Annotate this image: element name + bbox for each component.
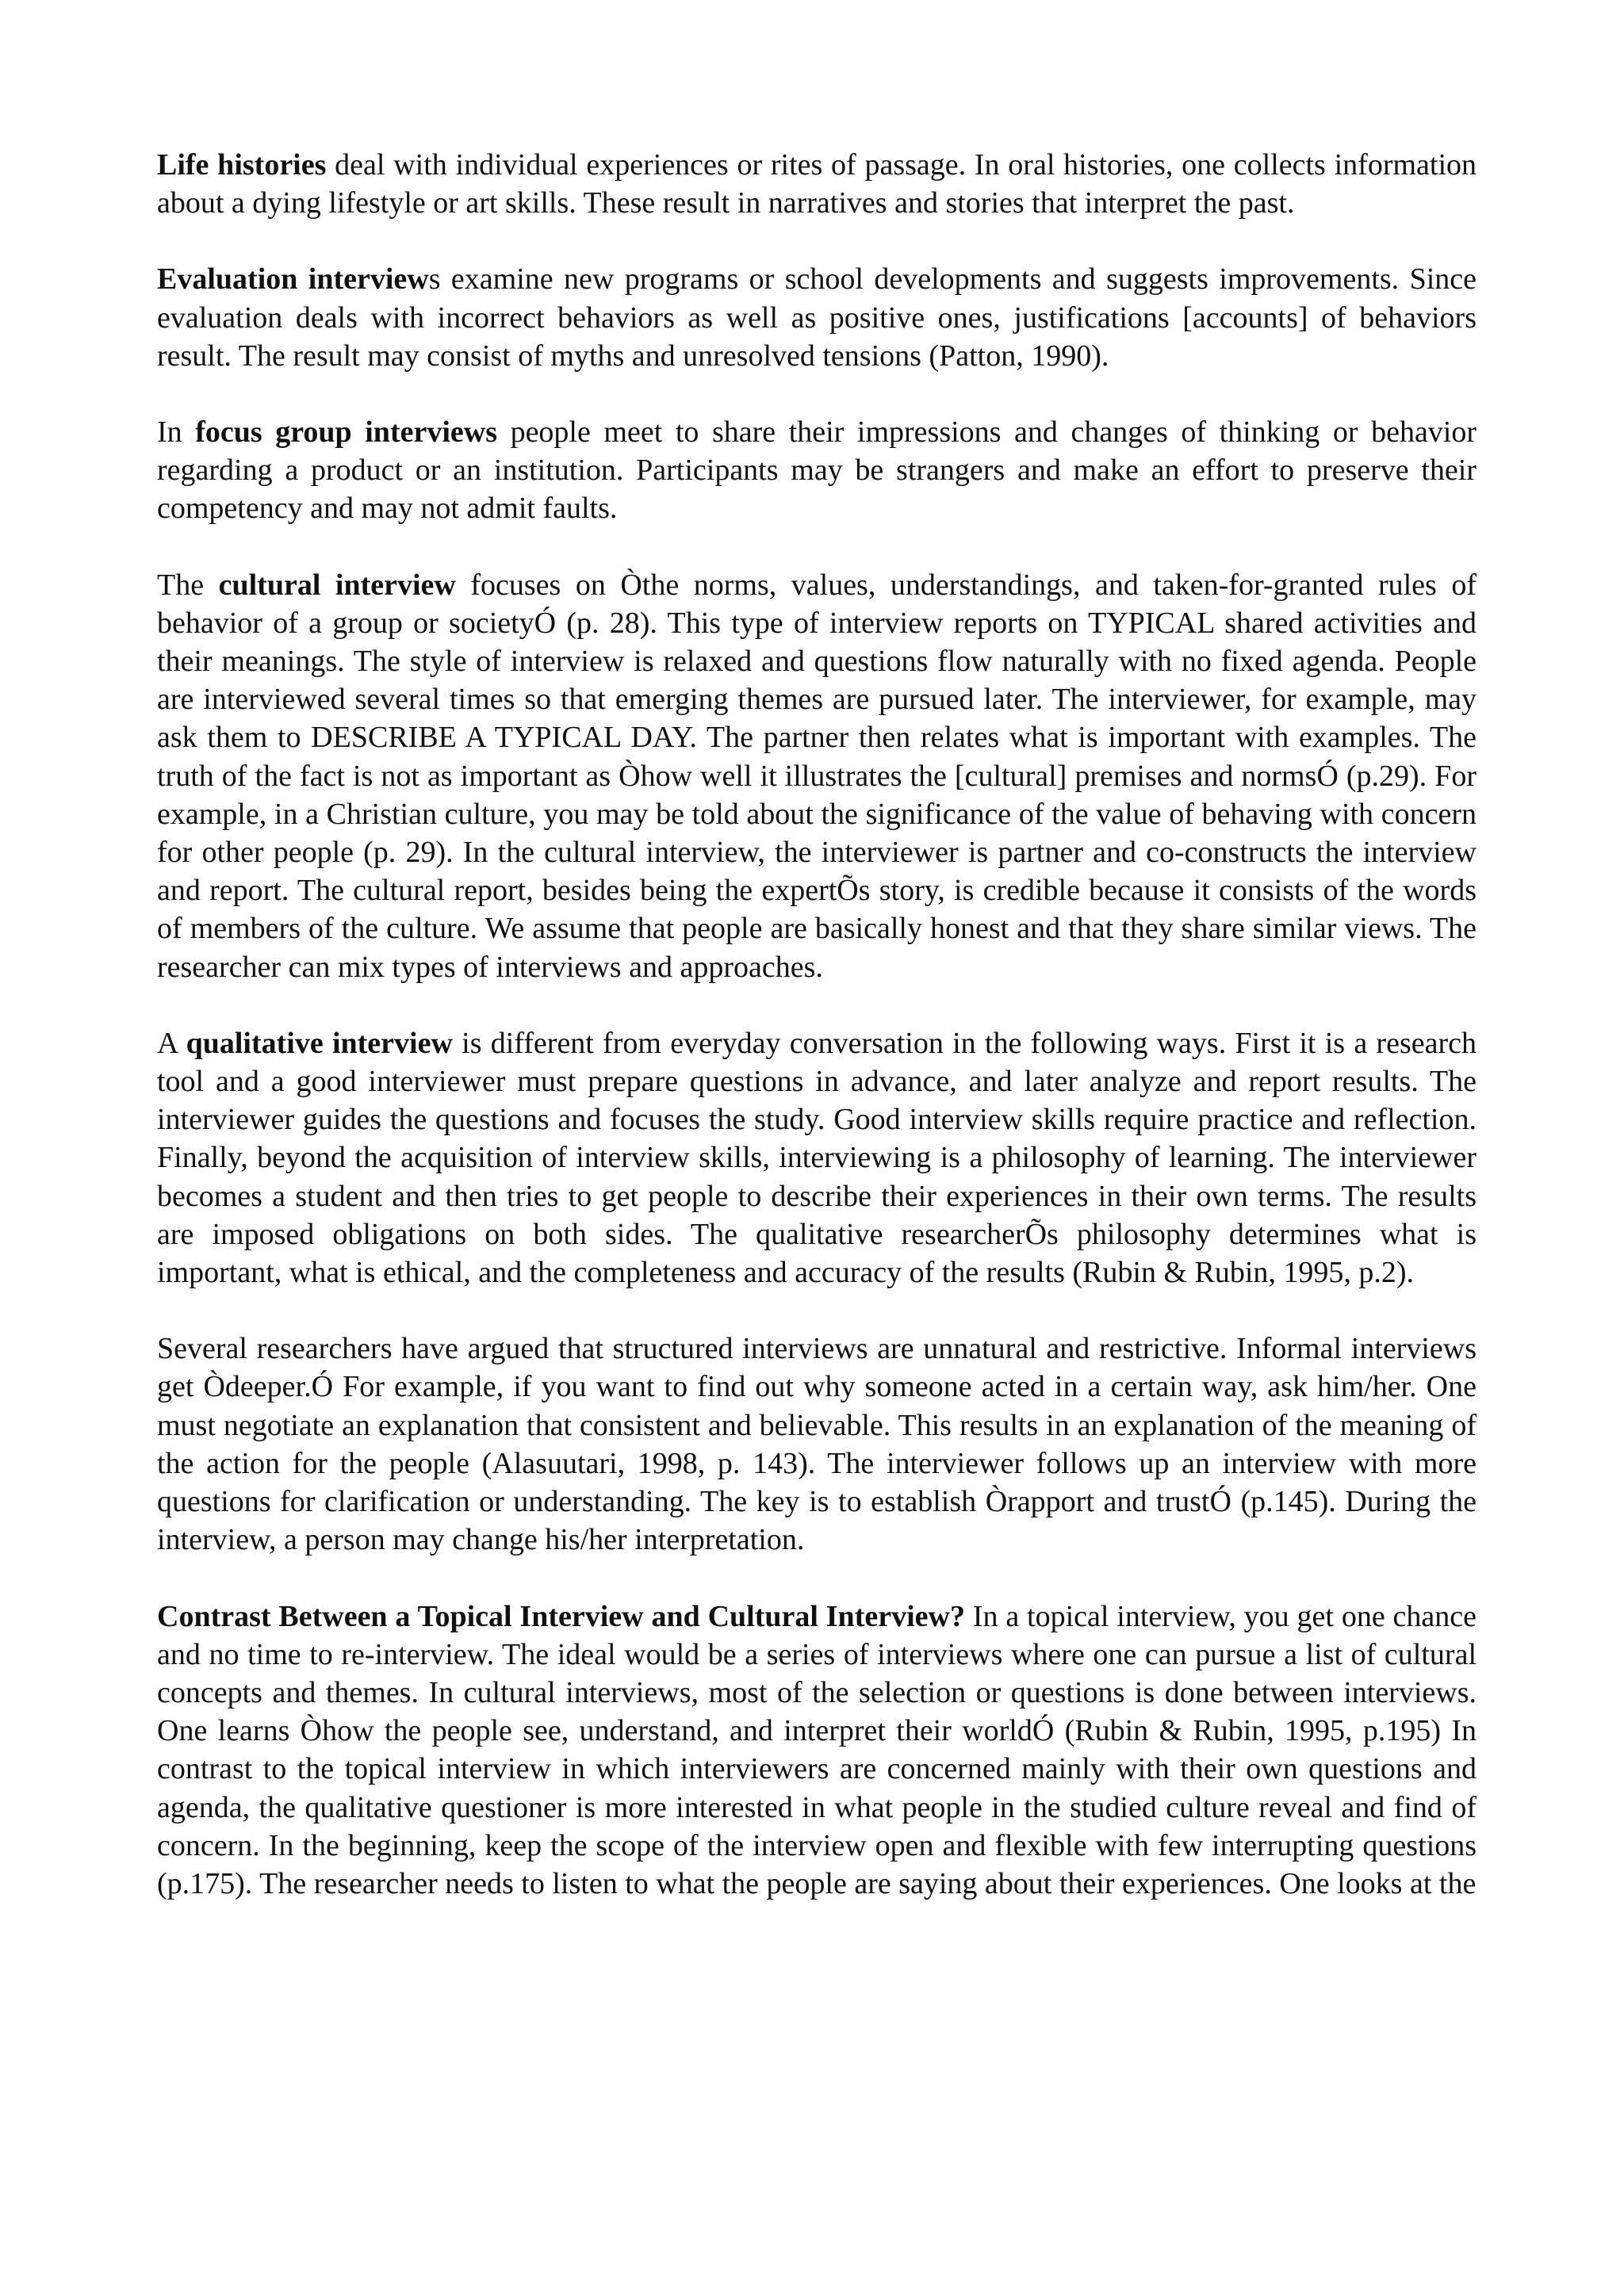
term-focus-group-interviews: focus group interviews bbox=[195, 415, 497, 450]
paragraph-contrast-topical-cultural bbox=[157, 1598, 1477, 1904]
document-page bbox=[157, 146, 1477, 1941]
heading-contrast-topical-cultural: Contrast Between a Topical Interview and Cultural Interview? bbox=[157, 1599, 965, 1633]
paragraph-text: In a topical interview, you get one chance and no time to re-interview. The ideal would be a series of interviews where one can pursue a list of cultural concepts and themes. In cultural interviews, most of the selection or questions is done between interviews. One learns Òhow the people see, understand, and interpret their worldÓ (Rubin & Rubin, 1995, p.195) In contrast to the topical interview in which interviewers are concerned mainly with their own questions and agenda, the qualitative questioner is more interested in what people in the studied culture reveal and find of concern. In the beginning, keep the scope of the interview open and flexible with few interrupting questions (p.175). The researcher needs to listen to what the people are saying about their experiences. One looks at the bbox=[157, 1599, 1477, 1900]
paragraph-focus-group-interviews bbox=[157, 413, 1477, 528]
paragraph-lead: The bbox=[157, 568, 219, 602]
paragraph-cultural-interview bbox=[157, 566, 1477, 986]
paragraph-evaluation-interviews bbox=[157, 260, 1477, 375]
paragraph-text: people meet to share their impressions and changes of thinking or behavior regarding a product or an institution. Participants may be strangers and make an effort to preserve their competency and may not admit faults. bbox=[157, 415, 1477, 526]
paragraph-text: is different from everyday conversation in the following ways. First it is a research tool and a good interviewer must prepare questions in advance, and later analyze and report results. The interviewer guides the questions and focuses the study. Good interview skills require practice and reflection. Finally, beyond the acquisition of interview skills, interviewing is a philosophy of learning. The interviewer becomes a student and then tries to get people to describe their experiences in their own terms. The results are imposed obligations on both sides. The qualitative researcherÕs philosophy determines what is important, what is ethical, and the completeness and accuracy of the results (Rubin & Rubin, 1995, p.2). bbox=[157, 1026, 1477, 1290]
paragraph-text: focuses on Òthe norms, values, understandings, and taken-for-granted rules of behavior of a group or societyÓ (p. 28). This type of interview reports on TYPICAL shared activities and their meanings. The style of interview is relaxed and questions flow naturally with no fixed agenda. People are interviewed several times so that emerging themes are pursued later. The interviewer, for example, may ask them to DESCRIBE A TYPICAL DAY. The partner then relates what is important with examples. The truth of the fact is not as important as Òhow well it illustrates the [cultural] premises and normsÓ (p.29). For example, in a Christian culture, you may be told about the significance of the value of behaving with concern for other people (p. 29). In the cultural interview, the interviewer is partner and co-constructs the interview and report. The cultural report, besides being the expertÕs story, is credible because it consists of the words of members of the culture. We assume that people are basically honest and that they share similar views. The researcher can mix types of interviews and approaches. bbox=[157, 568, 1477, 984]
paragraph-text: Several researchers have argued that structured interviews are unnatural and restrictive. Informal interviews get Òdeeper.Ó For example, if you want to find out why someone acted in a certain way, ask him/her. One must negotiate an explanation that consistent and believable. This results in an explanation of the meaning of the action for the people (Alasuutari, 1998, p. 143). The interviewer follows up an interview with more questions for clarification or understanding. The key is to establish Òrapport and trustÓ (p.145). During the interview, a person may change his/her interpretation. bbox=[157, 1332, 1477, 1557]
paragraph-life-histories bbox=[157, 146, 1477, 222]
term-qualitative-interview: qualitative interview bbox=[186, 1026, 453, 1060]
paragraph-lead: A bbox=[157, 1026, 186, 1060]
paragraph-text: s examine new programs or school developments and suggests improvements. Since evaluation deals with incorrect behaviors as well as positive ones, justifications [accounts] of behaviors result. The result may consist of myths and unresolved tensions (Patton, 1990). bbox=[157, 262, 1477, 373]
term-evaluation-interview: Evaluation interview bbox=[157, 262, 429, 297]
term-cultural-interview: cultural interview bbox=[218, 568, 456, 602]
term-life-histories: Life histories bbox=[157, 148, 327, 182]
paragraph-lead: In bbox=[157, 415, 196, 450]
paragraph-informal-interviews bbox=[157, 1330, 1477, 1559]
paragraph-text: deal with individual experiences or rites of passage. In oral histories, one collects information about a dying lifestyle or art skills. These result in narratives and stories that interpret the past. bbox=[157, 148, 1477, 220]
paragraph-qualitative-interview bbox=[157, 1024, 1477, 1292]
